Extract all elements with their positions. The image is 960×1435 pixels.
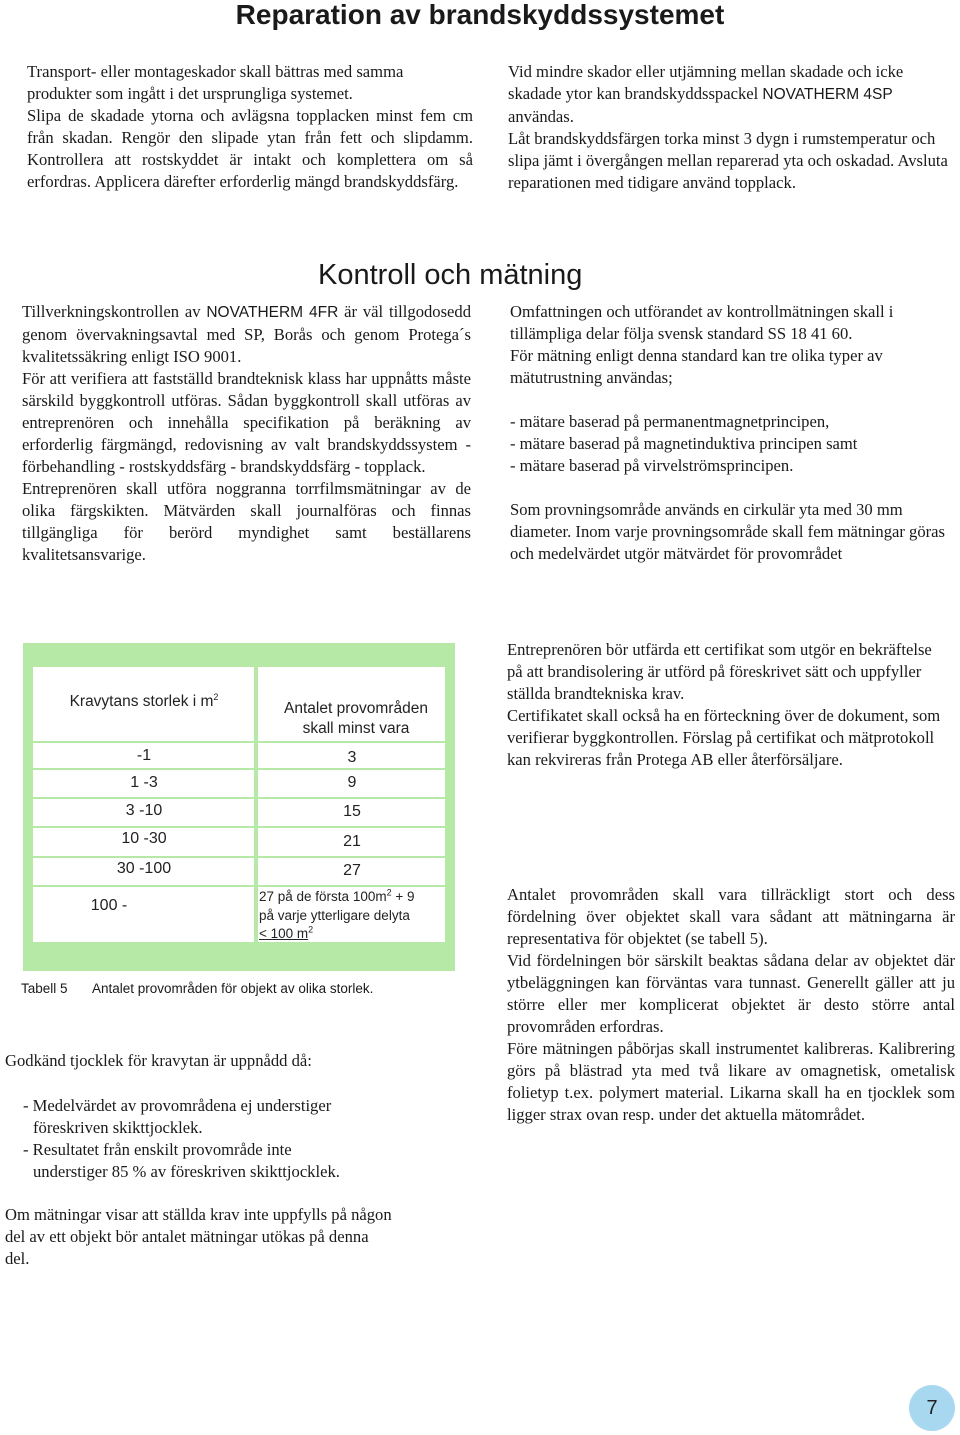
- repair-right-line2: användas.: [508, 107, 574, 126]
- repair-right-line3: Låt brandskyddsfärgen torka minst 3 dygn i rumstemperatur och slipa jämt i övergången mellan reparerad yta och oskadad. Avsluta reparationen med tidigare använd topplack.: [508, 129, 948, 192]
- table-header-count-line1: Antalet provområden: [284, 700, 428, 717]
- repair-left-line3: Slipa de skadade ytorna och avlägsna topplacken minst fem cm från skadan. Rengör den slipade ytan från fett och slipdamm. Kontrollera att rostskyddet är intakt och komplettera om så erfordras. Applicera därefter erforderlig mängd brandskyddsfärg.: [27, 106, 473, 191]
- page-title: Reparation av brandskyddssystemet: [235, 0, 725, 30]
- repair-left-line1: Transport- eller montageskador skall bättras med samma: [27, 62, 404, 81]
- table-separator: [33, 856, 445, 858]
- table-row-count: 21: [343, 833, 361, 850]
- table-separator: [33, 741, 445, 743]
- table-separator: [33, 768, 445, 770]
- control-left-post: är väl tillgodosedd genom övervakningsavtal med SP, Borås och genom Protega´s kvalitetssäkring enligt ISO 9001.: [22, 302, 472, 366]
- table-row-size: -1: [136, 747, 152, 764]
- areas-p3: Före mätningen påbörjas skall instrumentet kalibreras. Kalibrering görs på blästrad yta med två likare av omagnetisk, ometalisk folietyp t.ex. polymert material. Likarna skall ha en tjocklek som ligger strax ovan resp. under det aktuella mätområdet.: [507, 1039, 955, 1124]
- control-right-p1: Omfattningen och utförandet av kontrollmätningen skall i tillämpliga delar följa svensk standard SS 18 41 60.: [510, 302, 894, 343]
- last-count-c: på varje ytterligare delyta: [259, 907, 410, 923]
- table-body: [33, 667, 445, 942]
- table-row-size: 1 -3: [130, 774, 158, 791]
- areas-p1: Antalet provområden skall vara tillräckligt stort och dess fördelning över objektet skall vara sådant att mätningarna är representativa för objektet (se tabell 5).: [507, 885, 955, 948]
- table-caption-label: Tabell 5: [21, 981, 68, 996]
- table-header-count-line2: skall minst vara: [302, 720, 410, 737]
- approval-list: [23, 1095, 483, 1183]
- table-header-size-sup: 2: [213, 691, 219, 702]
- repair-left-line2: produkter som ingått i det ursprungliga systemet.: [27, 84, 353, 103]
- table-row-count-last: [259, 888, 445, 944]
- page-number: 7: [909, 1385, 955, 1431]
- table-row-size: 100 -: [90, 897, 128, 914]
- certificate-text: [507, 639, 949, 771]
- control-right-p3: Som provningsområde används en cirkulär yta med 30 mm diameter. Inom varje provningsområde skall fem mätningar göras och medelvärdet utgör mätvärdet för provområdet: [510, 500, 945, 563]
- list-item: - mätare baserad på magnetinduktiva principen samt: [510, 434, 858, 453]
- approval-outro: Om mätningar visar att ställda krav inte uppfylls på någon del av ett objekt bör antalet mätningar utökas på denna del.: [5, 1205, 392, 1268]
- table-row-count: 15: [343, 803, 361, 820]
- table-separator: [33, 826, 445, 828]
- approval-item1b: föreskriven skikttjocklek.: [33, 1118, 203, 1137]
- last-count-sup: 2: [386, 887, 392, 898]
- table-row-size: 30 -100: [116, 860, 172, 877]
- repair-right-text: [508, 61, 956, 194]
- last-count-d-sup: 2: [308, 924, 314, 935]
- table-header-count: [261, 699, 451, 739]
- table-row-size: 3 -10: [125, 802, 163, 819]
- areas-p2: Vid fördelningen bör särskilt beaktas sådana delar av objektet där ytbeläggningen kan förväntas vara tunnast. Generellt gäller att ju större eller mer komplicerat objektet är desto större antal provområden erfordras.: [507, 951, 955, 1036]
- repair-right-line1: Vid mindre skador eller utjämning mellan skadade och icke skadade ytor kan brandskyddsspackel: [508, 62, 904, 103]
- control-right-text: [510, 301, 958, 565]
- table-row-count: 3: [347, 749, 357, 766]
- last-count-b: + 9: [391, 889, 415, 904]
- approval-item2b: understiger 85 % av föreskriven skikttjocklek.: [33, 1162, 340, 1181]
- table-caption-text: Antalet provområden för objekt av olika storlek.: [92, 981, 374, 996]
- control-left-p2: För att verifiera att fastställd brandteknisk klass har uppnåtts måste särskild byggkontroll utföras. Sådan byggkontroll skall utföras av entreprenören och innehålla specifikation på beräkning av erforderlig färgmängd, redovisning av valt brandskyddssystem - förbehandling - rostskyddsfärg - brandskyddsfärg - topplack.: [22, 369, 471, 476]
- certificate-text-p1: Entreprenören bör utfärda ett certifikat som utgör en bekräftelse på att brandisolering är utförd på föreskrivet sätt och uppfyller ställda brandtekniska krav.: [507, 640, 932, 703]
- control-right-p2: För mätning enligt denna standard kan tre olika typer av mätutrustning användas;: [510, 346, 883, 387]
- brand-novatherm-4sp: NOVATHERM 4SP: [762, 86, 893, 103]
- control-left-text: [22, 301, 471, 566]
- table-separator: [33, 797, 445, 799]
- table-row-count: 9: [347, 774, 357, 791]
- table-row-count: 27: [343, 862, 361, 879]
- table-separator: [33, 885, 445, 887]
- approval-item2a: - Resultatet från enskilt provområde inte: [23, 1140, 292, 1159]
- list-item: - mätare baserad på virvelströmsprincipen.: [510, 456, 794, 475]
- approval-item1a: - Medelvärdet av provområdena ej understiger: [23, 1096, 332, 1115]
- repair-left-text: [27, 61, 473, 193]
- brand-novatherm-4fr: NOVATHERM 4FR: [206, 304, 339, 321]
- control-left-p3: Entreprenören skall utföra noggranna torrfilmsmätningar av de olika färgskikten. Mätvärden skall journalföras och finnas tillgängliga för berörd myndighet samt beställarens kvalitetsansvarige.: [22, 479, 471, 564]
- last-count-d: < 100 m: [259, 926, 309, 941]
- control-left-pre: Tillverkningskontrollen av: [22, 302, 207, 321]
- table-header-size: [33, 693, 255, 711]
- table-5: [23, 643, 455, 971]
- section-heading-control: Kontroll och mätning: [318, 259, 583, 291]
- list-item: - mätare baserad på permanentmagnetprincipen,: [510, 412, 830, 431]
- approval-intro: Godkänd tjocklek för kravytan är uppnådd då:: [5, 1051, 312, 1070]
- certificate-text-p2: Certifikatet skall också ha en förteckning över de dokument, som verifierar byggkontrollen. Förslag på certifikat och mätprotokoll kan rekvireras från Protega AB eller återförsäljare.: [507, 706, 941, 769]
- areas-text: [507, 884, 955, 1126]
- table-header-size-text: Kravytans storlek i m: [69, 693, 214, 710]
- last-count-a: 27 på de första 100m: [259, 889, 387, 904]
- table-row-size: 10 -30: [121, 830, 167, 847]
